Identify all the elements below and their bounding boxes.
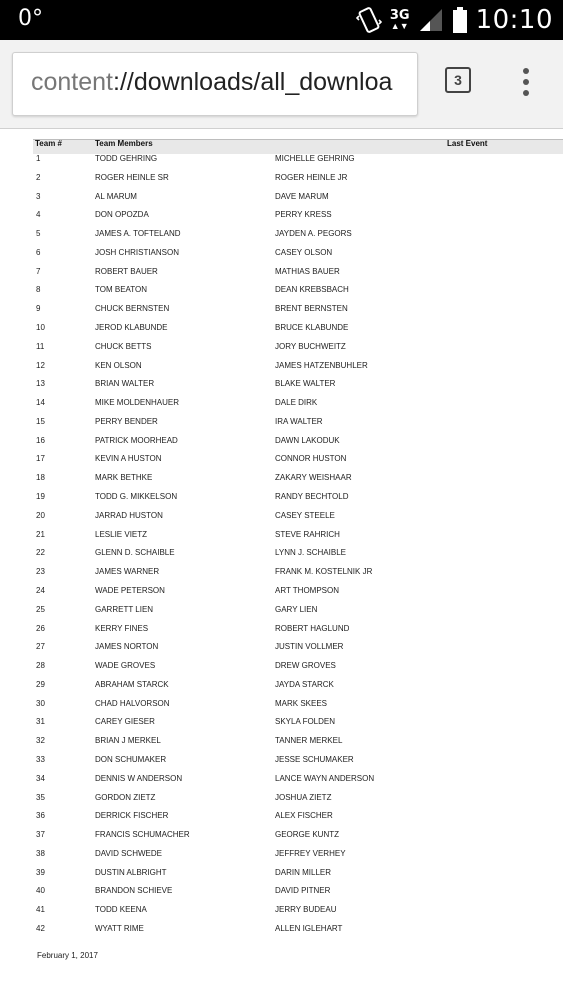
member-two-cell: ROBERT HAGLUND — [275, 623, 350, 633]
member-one-cell: GLENN D. SCHAIBLE — [95, 548, 175, 558]
member-two-cell: JAMES HATZENBUHLER — [275, 360, 368, 370]
table-row — [0, 680, 563, 698]
member-one-cell: JAMES A. TOFTELAND — [95, 229, 181, 239]
member-one-cell: CHUCK BETTS — [95, 341, 152, 351]
table-row — [0, 605, 563, 623]
team-number-cell: 23 — [36, 567, 45, 577]
member-one-cell: BRANDON SCHIEVE — [95, 886, 173, 896]
member-one-cell: BRIAN J MERKEL — [95, 736, 161, 746]
team-number-cell: 8 — [36, 285, 41, 295]
team-number-cell: 4 — [36, 210, 41, 220]
overflow-menu-icon[interactable] — [516, 68, 536, 96]
header-last-event: Last Event — [447, 139, 488, 148]
table-row — [0, 567, 563, 585]
member-one-cell: JAMES NORTON — [95, 642, 159, 652]
network-type-icon: 3G ▲▼ — [389, 8, 410, 31]
team-number-cell: 6 — [36, 247, 41, 257]
url-bar[interactable] — [12, 52, 418, 116]
member-two-cell: BLAKE WALTER — [275, 379, 336, 389]
member-one-cell: ROGER HEINLE SR — [95, 172, 169, 182]
table-row — [0, 548, 563, 566]
member-one-cell: GARRETT LIEN — [95, 604, 154, 614]
team-number-cell: 15 — [36, 416, 45, 426]
table-row — [0, 473, 563, 491]
table-row — [0, 811, 563, 829]
member-two-cell: ART THOMPSON — [275, 585, 340, 595]
team-number-cell: 17 — [36, 454, 45, 464]
member-two-cell: JESSE SCHUMAKER — [275, 754, 354, 764]
member-two-cell: JAYDEN A. PEGORS — [275, 229, 352, 239]
member-one-cell: BRIAN WALTER — [95, 379, 155, 389]
tab-count: 3 — [454, 72, 462, 88]
member-two-cell: DREW GROVES — [275, 661, 336, 671]
member-one-cell: TODD KEENA — [95, 905, 147, 915]
team-number-cell: 7 — [36, 266, 41, 276]
team-number-cell: 26 — [36, 623, 45, 633]
team-number-cell: 22 — [36, 548, 45, 558]
table-row — [0, 154, 563, 172]
table-row — [0, 398, 563, 416]
member-two-cell: MICHELLE GEHRING — [275, 154, 355, 163]
member-two-cell: PERRY KRESS — [275, 210, 332, 220]
table-row — [0, 192, 563, 210]
table-row — [0, 642, 563, 660]
member-one-cell: MIKE MOLDENHAUER — [95, 398, 180, 408]
tab-switcher-button[interactable] — [445, 67, 471, 93]
url-scheme: content — [31, 68, 114, 96]
team-number-cell: 37 — [36, 830, 45, 840]
member-one-cell: DERRICK FISCHER — [95, 811, 169, 821]
table-row — [0, 436, 563, 454]
member-two-cell: GEORGE KUNTZ — [275, 830, 340, 840]
team-number-cell: 5 — [36, 229, 41, 239]
team-number-cell: 30 — [36, 698, 45, 708]
member-one-cell: PERRY BENDER — [95, 416, 158, 426]
team-number-cell: 35 — [36, 792, 45, 802]
table-row — [0, 492, 563, 510]
table-row — [0, 417, 563, 435]
table-row — [0, 886, 563, 904]
header-team-number: Team # — [35, 139, 62, 148]
member-two-cell: SKYLA FOLDEN — [275, 717, 336, 727]
table-row — [0, 173, 563, 191]
member-one-cell: KEN OLSON — [95, 360, 142, 370]
team-number-cell: 28 — [36, 661, 45, 671]
team-number-cell: 3 — [36, 191, 41, 201]
team-number-cell: 31 — [36, 717, 45, 727]
browser-toolbar — [0, 40, 563, 129]
table-row — [0, 379, 563, 397]
table-row — [0, 905, 563, 923]
member-two-cell: DAVE MARUM — [275, 191, 329, 201]
signal-icon — [418, 7, 444, 33]
member-two-cell: IRA WALTER — [275, 416, 323, 426]
member-one-cell: WADE PETERSON — [95, 585, 165, 595]
member-one-cell: CHAD HALVORSON — [95, 698, 170, 708]
member-two-cell: ALEX FISCHER — [275, 811, 333, 821]
table-row — [0, 830, 563, 848]
table-row — [0, 661, 563, 679]
member-two-cell: TANNER MERKEL — [275, 736, 343, 746]
member-one-cell: WYATT RIME — [95, 923, 144, 933]
member-two-cell: ROGER HEINLE JR — [275, 172, 348, 182]
member-one-cell: TOM BEATON — [95, 285, 148, 295]
table-row — [0, 849, 563, 867]
table-row — [0, 304, 563, 322]
member-one-cell: TODD G. MIKKELSON — [95, 492, 178, 502]
team-number-cell: 40 — [36, 886, 45, 896]
member-two-cell: CASEY STEELE — [275, 510, 335, 520]
member-two-cell: CASEY OLSON — [275, 247, 333, 257]
team-number-cell: 41 — [36, 905, 45, 915]
member-two-cell: RANDY BECHTOLD — [275, 492, 349, 502]
member-one-cell: JEROD KLABUNDE — [95, 323, 168, 333]
table-row — [0, 248, 563, 266]
team-number-cell: 18 — [36, 473, 45, 483]
team-number-cell: 1 — [36, 154, 41, 163]
member-two-cell: JUSTIN VOLLMER — [275, 642, 344, 652]
team-number-cell: 32 — [36, 736, 45, 746]
member-one-cell: AL MARUM — [95, 191, 137, 201]
member-one-cell: FRANCIS SCHUMACHER — [95, 830, 190, 840]
team-number-cell: 11 — [36, 341, 45, 351]
member-two-cell: LYNN J. SCHAIBLE — [275, 548, 346, 558]
member-one-cell: TODD GEHRING — [95, 154, 158, 163]
member-two-cell: JERRY BUDEAU — [275, 905, 337, 915]
member-two-cell: JAYDA STARCK — [275, 679, 334, 689]
member-two-cell: JEFFREY VERHEY — [275, 848, 346, 858]
team-number-cell: 24 — [36, 585, 45, 595]
member-two-cell: ALLEN IGLEHART — [275, 923, 343, 933]
member-two-cell: STEVE RAHRICH — [275, 529, 340, 539]
table-row — [0, 210, 563, 228]
member-one-cell: LESLIE VIETZ — [95, 529, 148, 539]
table-row — [0, 361, 563, 379]
footer-date: February 1, 2017 — [37, 951, 98, 960]
member-two-cell: MARK SKEES — [275, 698, 328, 708]
team-number-cell: 9 — [36, 304, 41, 314]
table-row — [0, 530, 563, 548]
team-number-cell: 42 — [36, 923, 45, 933]
team-number-cell: 33 — [36, 754, 45, 764]
team-number-cell: 19 — [36, 492, 45, 502]
member-two-cell: DAWN LAKODUK — [275, 435, 340, 445]
member-two-cell: FRANK M. KOSTELNIK JR — [275, 567, 373, 577]
table-row — [0, 624, 563, 642]
member-one-cell: ABRAHAM STARCK — [95, 679, 169, 689]
member-one-cell: DON OPOZDA — [95, 210, 149, 220]
member-one-cell: DUSTIN ALBRIGHT — [95, 867, 167, 877]
team-number-cell: 21 — [36, 529, 45, 539]
header-team-members: Team Members — [95, 139, 153, 148]
team-number-cell: 10 — [36, 323, 45, 333]
team-number-cell: 38 — [36, 848, 45, 858]
member-one-cell: DAVID SCHWEDE — [95, 848, 162, 858]
member-two-cell: DEAN KREBSBACH — [275, 285, 349, 295]
table-row — [0, 323, 563, 341]
member-one-cell: CAREY GIESER — [95, 717, 155, 727]
vibrate-icon — [356, 6, 382, 34]
member-one-cell: MARK BETHKE — [95, 473, 153, 483]
status-icons — [356, 4, 553, 36]
member-one-cell: ROBERT BAUER — [95, 266, 158, 276]
team-number-cell: 27 — [36, 642, 45, 652]
member-two-cell: LANCE WAYN ANDERSON — [275, 773, 375, 783]
table-row — [0, 586, 563, 604]
member-two-cell: DAVID PITNER — [275, 886, 331, 896]
temperature-indicator: 0° — [18, 6, 43, 31]
team-number-cell: 39 — [36, 867, 45, 877]
member-two-cell: MATHIAS BAUER — [275, 266, 340, 276]
member-one-cell: GORDON ZIETZ — [95, 792, 156, 802]
member-two-cell: BRENT BERNSTEN — [275, 304, 348, 314]
team-number-cell: 34 — [36, 773, 45, 783]
member-one-cell: KERRY FINES — [95, 623, 149, 633]
team-number-cell: 16 — [36, 435, 45, 445]
data-arrows-icon: ▲▼ — [390, 21, 409, 31]
member-two-cell: ZAKARY WEISHAAR — [275, 473, 352, 483]
team-number-cell: 12 — [36, 360, 45, 370]
table-row — [0, 755, 563, 773]
member-one-cell: WADE GROVES — [95, 661, 156, 671]
table-row — [0, 868, 563, 886]
team-number-cell: 14 — [36, 398, 45, 408]
member-one-cell: DENNIS W ANDERSON — [95, 773, 183, 783]
url-path: ://downloads/all_downloa — [113, 68, 393, 96]
table-row — [0, 774, 563, 792]
table-row — [0, 699, 563, 717]
team-number-cell: 2 — [36, 172, 41, 182]
team-number-cell: 25 — [36, 604, 45, 614]
table-row — [0, 736, 563, 754]
table-row — [0, 511, 563, 529]
table-row — [0, 229, 563, 247]
table-row — [0, 717, 563, 735]
member-one-cell: JOSH CHRISTIANSON — [95, 247, 180, 257]
table-row — [0, 924, 563, 942]
document-view — [0, 129, 563, 1000]
table-row — [0, 342, 563, 360]
battery-icon — [452, 6, 468, 34]
team-number-cell: 13 — [36, 379, 45, 389]
member-one-cell: PATRICK MOORHEAD — [95, 435, 178, 445]
table-row — [0, 267, 563, 285]
member-two-cell: JOSHUA ZIETZ — [275, 792, 332, 802]
member-one-cell: DON SCHUMAKER — [95, 754, 167, 764]
member-one-cell: CHUCK BERNSTEN — [95, 304, 170, 314]
member-two-cell: DARIN MILLER — [275, 867, 332, 877]
team-number-cell: 29 — [36, 679, 45, 689]
member-one-cell: JARRAD HUSTON — [95, 510, 163, 520]
member-two-cell: BRUCE KLABUNDE — [275, 323, 349, 333]
url-text[interactable] — [31, 68, 392, 97]
team-number-cell: 20 — [36, 510, 45, 520]
member-one-cell: KEVIN A HUSTON — [95, 454, 162, 464]
table-row — [0, 285, 563, 303]
table-row — [0, 793, 563, 811]
clock: 10:10 — [475, 5, 553, 35]
member-one-cell: JAMES WARNER — [95, 567, 160, 577]
member-two-cell: JORY BUCHWEITZ — [275, 341, 346, 351]
team-number-cell: 36 — [36, 811, 45, 821]
member-two-cell: CONNOR HUSTON — [275, 454, 347, 464]
member-two-cell: DALE DIRK — [275, 398, 318, 408]
table-row — [0, 454, 563, 472]
member-two-cell: GARY LIEN — [275, 604, 318, 614]
status-bar — [0, 0, 563, 40]
